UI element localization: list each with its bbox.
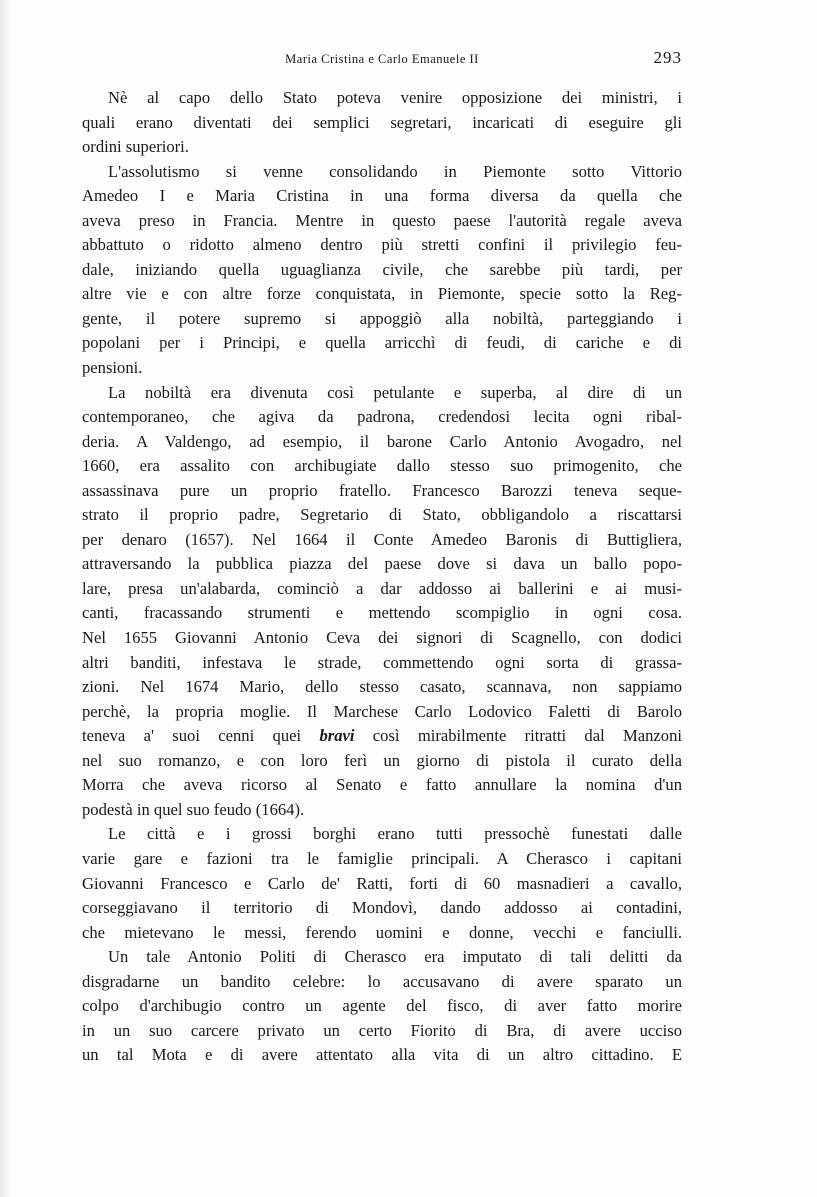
text-line: deria. A Valdengo, ad esempio, il barone Carlo Antonio Avogadro, nel <box>82 431 682 451</box>
body-text <box>82 86 682 1068</box>
text-line: Nel 1655 Giovanni Antonio Ceva dei signori di Scagnello, con dodici <box>82 628 682 648</box>
text-line: strato il proprio padre, Segretario di Stato, obbligandolo a riscattarsi <box>82 505 682 525</box>
text-line: che mietevano le messi, ferendo uomini e donne, vecchi e fanciulli. <box>82 922 682 942</box>
text-line: per denaro (1657). Nel 1664 il Conte Amedeo Baronis di Buttigliera, <box>82 529 682 549</box>
text-line: La nobiltà era divenuta così petulante e superba, al dire di un <box>108 382 682 402</box>
text-segment: teneva a' suoi cenni quei <box>82 726 320 746</box>
text-line: canti, fracassando strumenti e mettendo scompiglio in ogni cosa. <box>82 603 682 623</box>
italic-word: bravi <box>319 726 355 746</box>
text-line: pensioni. <box>82 358 143 378</box>
running-head <box>82 42 682 72</box>
text-line: zioni. Nel 1674 Mario, dello stesso casato, scannava, non sappiamo <box>82 677 682 697</box>
text-line: disgradarne un bandito celebre: lo accusavano di avere sparato un <box>82 971 682 991</box>
text-segment: così mirabilmente ritratti dal Manzoni <box>354 726 683 746</box>
text-line: attraversando la pubblica piazza del paese dove si dava un ballo popo- <box>82 554 682 574</box>
text-line: contemporaneo, che agiva da padrona, credendosi lecita ogni ribal- <box>82 407 682 427</box>
text-line: quali erano diventati dei semplici segretari, incaricati di eseguire gli <box>82 112 682 132</box>
page-number: 293 <box>653 48 682 67</box>
text-line: aveva preso in Francia. Mentre in questo paese l'autorità regale aveva <box>82 210 682 230</box>
text-line: Un tale Antonio Politi di Cherasco era imputato di tali delitti da <box>108 947 682 967</box>
text-line: Giovanni Francesco e Carlo de' Ratti, forti di 60 masnadieri a cavallo, <box>82 873 682 893</box>
text-line: perchè, la propria moglie. Il Marchese Carlo Lodovico Faletti di Barolo <box>82 701 682 721</box>
text-line: assassinava pure un proprio fratello. Francesco Barozzi teneva seque- <box>82 480 682 500</box>
text-line: podestà in quel suo feudo (1664). <box>82 799 305 819</box>
text-line: L'assolutismo si venne consolidando in Piemonte sotto Vittorio <box>108 161 682 181</box>
text-line: Le città e i grossi borghi erano tutti pressochè funestati dalle <box>108 824 682 844</box>
text-line: ordini superiori. <box>82 137 189 157</box>
text-line: Morra che aveva ricorso al Senato e fatto annullare la nomina d'un <box>82 775 682 795</box>
text-line: 1660, era assalito con archibugiate dallo stesso suo primogenito, che <box>82 456 682 476</box>
running-title: Maria Cristina e Carlo Emanuele II <box>285 52 479 66</box>
text-line: corseggiavano il territorio di Mondovì, dando addosso ai contadini, <box>82 898 682 918</box>
text-line: popolani per i Principi, e quella arricchì di feudi, di cariche e di <box>82 333 682 353</box>
text-line: Nè al capo dello Stato poteva venire opposizione dei ministri, i <box>108 88 682 107</box>
text-line-bravi <box>82 724 682 749</box>
text-line: altri banditi, infestava le strade, commettendo ogni sorta di grassa- <box>82 652 682 672</box>
text-line: un tal Mota e di avere attentato alla vita di un altro cittadino. E <box>82 1045 682 1065</box>
text-line: gente, il potere supremo si appoggiò alla nobiltà, parteggiando i <box>82 308 682 328</box>
page-gutter-shadow <box>0 0 10 1197</box>
text-line: Amedeo I e Maria Cristina in una forma diversa da quella che <box>82 186 682 206</box>
text-line: lare, presa un'alabarda, cominciò a dar addosso ai ballerini e ai musi- <box>82 578 682 598</box>
text-line: varie gare e fazioni tra le famiglie principali. A Cherasco i capitani <box>82 848 682 868</box>
text-line: abbattuto o ridotto almeno dentro più stretti confini il privilegio feu- <box>82 235 682 255</box>
text-line: dale, iniziando quella uguaglianza civile, che sarebbe più tardi, per <box>82 259 682 279</box>
text-line: in un suo carcere privato un certo Fiorito di Bra, di avere ucciso <box>82 1020 682 1040</box>
text-line: altre vie e con altre forze conquistata, in Piemonte, specie sotto la Reg- <box>82 284 682 304</box>
text-line: nel suo romanzo, e con loro ferì un giorno di pistola il curato della <box>82 750 682 770</box>
text-line: colpo d'archibugio contro un agente del fisco, di aver fatto morire <box>82 996 682 1016</box>
